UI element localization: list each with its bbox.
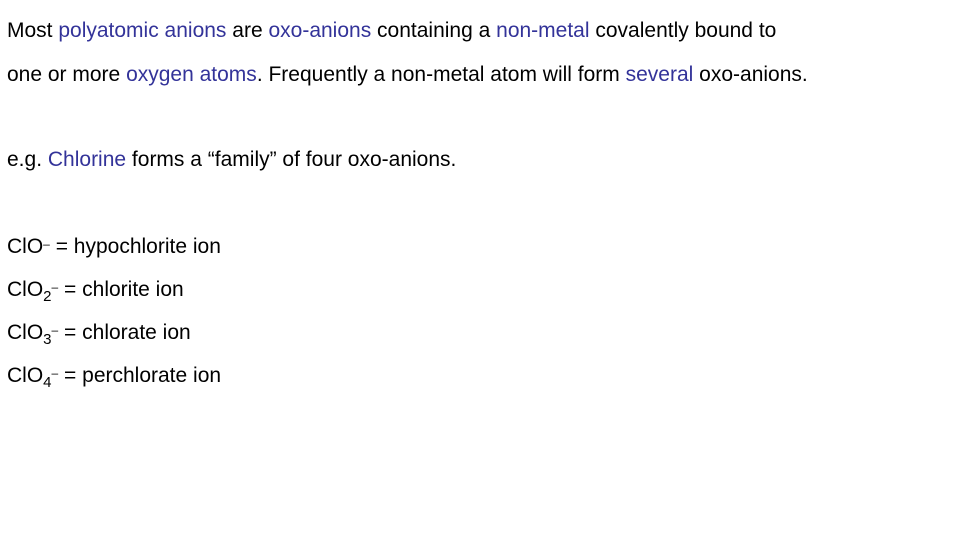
ion-formula: ClO [7,278,44,301]
intro-line-2 [7,63,808,87]
text-segment: covalently bound to [589,19,777,42]
ion-subscript: 4 [43,374,52,391]
ion-charge: – [51,323,59,337]
text-segment: one or more [7,63,127,86]
ion-charge: – [43,237,50,251]
highlight-several: several [625,63,694,86]
ion-formula: ClO [7,321,44,344]
ion-chlorate [7,321,191,348]
ion-name: = perchlorate ion [58,364,222,387]
ion-name: = hypochlorite ion [49,235,221,258]
highlight-polyatomic-anions: polyatomic anions [58,19,227,42]
text-segment: e.g. [7,148,48,171]
ion-charge: – [51,280,59,294]
text-segment: . Frequently a non-metal atom will form [256,63,626,86]
highlight-oxygen-atoms: oxygen atoms [126,63,257,86]
example-line [7,148,456,172]
ion-formula: ClO [7,235,44,258]
highlight-non-metal: non-metal [496,19,590,42]
ion-perchlorate [7,364,222,391]
ion-subscript: 2 [43,288,52,305]
highlight-chlorine: Chlorine [47,148,127,171]
intro-line-1 [7,19,776,43]
ion-charge: – [51,366,59,380]
text-segment: Most [7,19,59,42]
ion-chlorite [7,278,184,305]
ion-name: = chlorite ion [58,278,184,301]
ion-hypochlorite [7,235,221,259]
text-segment: are [226,19,269,42]
highlight-oxo-anions: oxo-anions [268,19,372,42]
text-segment: oxo-anions. [693,63,808,86]
text-segment: containing a [371,19,497,42]
ion-formula: ClO [7,364,44,387]
ion-subscript: 3 [43,331,52,348]
ion-name: = chlorate ion [58,321,191,344]
text-segment: forms a “family” of four oxo-anions. [126,148,457,171]
